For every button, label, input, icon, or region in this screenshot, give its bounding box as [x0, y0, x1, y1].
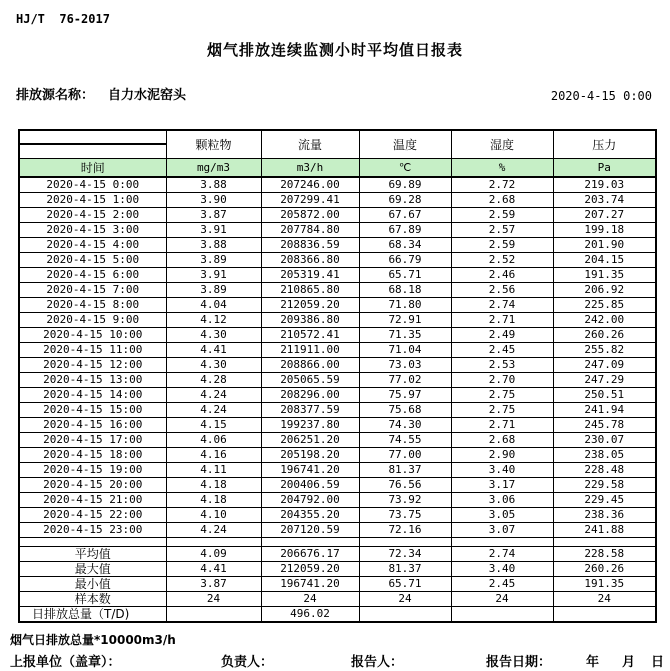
value-cell: 238.36	[553, 507, 656, 522]
value-cell: 2.70	[451, 372, 553, 387]
time-cell: 2020-4-15 13:00	[19, 372, 166, 387]
value-cell: 241.88	[553, 522, 656, 537]
summary-value	[451, 606, 553, 622]
value-cell: 200406.59	[261, 477, 359, 492]
report-table	[18, 129, 657, 623]
value-cell: 4.11	[166, 462, 261, 477]
value-cell: 4.30	[166, 357, 261, 372]
value-cell: 229.45	[553, 492, 656, 507]
table-row	[19, 507, 656, 522]
value-cell: 199.18	[553, 222, 656, 237]
value-cell: 71.04	[359, 342, 451, 357]
value-cell: 2.90	[451, 447, 553, 462]
time-cell: 2020-4-15 9:00	[19, 312, 166, 327]
summary-label: 平均值	[19, 546, 166, 561]
value-cell: 68.34	[359, 237, 451, 252]
value-cell: 81.37	[359, 462, 451, 477]
value-cell: 73.92	[359, 492, 451, 507]
time-cell: 2020-4-15 23:00	[19, 522, 166, 537]
table-row	[19, 297, 656, 312]
value-cell: 71.35	[359, 327, 451, 342]
value-cell: 207120.59	[261, 522, 359, 537]
time-cell: 2020-4-15 10:00	[19, 327, 166, 342]
source-name-label: 排放源名称：	[16, 88, 95, 103]
value-cell: 204792.00	[261, 492, 359, 507]
report-date-label: 报告日期：	[486, 654, 552, 670]
summary-value: 196741.20	[261, 576, 359, 591]
table-row	[19, 237, 656, 252]
time-cell: 2020-4-15 6:00	[19, 267, 166, 282]
summary-row	[19, 591, 656, 606]
unit-cell: m3/h	[261, 158, 359, 177]
summary-row	[19, 576, 656, 591]
value-cell: 2.45	[451, 342, 553, 357]
value-cell: 201.90	[553, 237, 656, 252]
unit-cell: mg/m3	[166, 158, 261, 177]
value-cell: 2.75	[451, 402, 553, 417]
summary-value	[166, 606, 261, 622]
value-cell: 66.79	[359, 252, 451, 267]
table-row	[19, 342, 656, 357]
table-row	[19, 402, 656, 417]
value-cell: 76.56	[359, 477, 451, 492]
value-cell: 205198.20	[261, 447, 359, 462]
summary-value: 260.26	[553, 561, 656, 576]
topbar	[0, 0, 670, 27]
source-row	[16, 84, 652, 103]
standard-number: HJ/T 76-2017	[16, 12, 110, 26]
summary-value: 206676.17	[261, 546, 359, 561]
value-cell: 2.72	[451, 177, 553, 193]
report-unit-label: 上报单位（盖章）：	[10, 654, 121, 670]
time-cell: 2020-4-15 3:00	[19, 222, 166, 237]
table-row	[19, 447, 656, 462]
time-cell: 2020-4-15 2:00	[19, 207, 166, 222]
value-cell: 205319.41	[261, 267, 359, 282]
time-cell: 2020-4-15 16:00	[19, 417, 166, 432]
corner-cell-bottom	[19, 144, 166, 158]
value-cell: 2.59	[451, 207, 553, 222]
value-cell: 210865.80	[261, 282, 359, 297]
value-cell: 2.53	[451, 357, 553, 372]
value-cell: 73.75	[359, 507, 451, 522]
summary-value: 191.35	[553, 576, 656, 591]
summary-rows	[19, 546, 656, 622]
value-cell: 238.05	[553, 447, 656, 462]
value-cell: 245.78	[553, 417, 656, 432]
table-row	[19, 492, 656, 507]
column-header: 压力	[553, 130, 656, 158]
value-cell: 204.15	[553, 252, 656, 267]
value-cell: 207299.41	[261, 192, 359, 207]
value-cell: 209386.80	[261, 312, 359, 327]
summary-value: 24	[261, 591, 359, 606]
gap-cell	[261, 537, 359, 546]
value-cell: 2.75	[451, 387, 553, 402]
table-row	[19, 372, 656, 387]
time-cell: 2020-4-15 17:00	[19, 432, 166, 447]
summary-value: 2.45	[451, 576, 553, 591]
summary-value: 24	[451, 591, 553, 606]
value-cell: 4.30	[166, 327, 261, 342]
summary-value: 3.87	[166, 576, 261, 591]
value-cell: 3.89	[166, 282, 261, 297]
value-cell: 219.03	[553, 177, 656, 193]
value-cell: 4.18	[166, 477, 261, 492]
value-cell: 250.51	[553, 387, 656, 402]
time-header: 时间	[19, 158, 166, 177]
summary-label: 样本数	[19, 591, 166, 606]
table-row	[19, 417, 656, 432]
value-cell: 2.57	[451, 222, 553, 237]
value-cell: 68.18	[359, 282, 451, 297]
value-cell: 196741.20	[261, 462, 359, 477]
value-cell: 4.24	[166, 402, 261, 417]
value-cell: 67.89	[359, 222, 451, 237]
summary-value: 65.71	[359, 576, 451, 591]
value-cell: 4.12	[166, 312, 261, 327]
summary-row	[19, 606, 656, 622]
value-cell: 69.28	[359, 192, 451, 207]
report-datetime: 2020-4-15 0:00	[550, 89, 652, 103]
value-cell: 2.49	[451, 327, 553, 342]
summary-label: 最大值	[19, 561, 166, 576]
gap-section	[19, 537, 656, 546]
summary-value: 24	[166, 591, 261, 606]
column-header: 流量	[261, 130, 359, 158]
table-row	[19, 357, 656, 372]
value-cell: 212059.20	[261, 297, 359, 312]
value-cell: 4.16	[166, 447, 261, 462]
value-cell: 3.89	[166, 252, 261, 267]
value-cell: 210572.41	[261, 327, 359, 342]
value-cell: 4.28	[166, 372, 261, 387]
year-label: 年	[586, 654, 600, 670]
summary-value: 496.02	[261, 606, 359, 622]
value-cell: 247.29	[553, 372, 656, 387]
value-cell: 241.94	[553, 402, 656, 417]
time-cell: 2020-4-15 5:00	[19, 252, 166, 267]
summary-row	[19, 561, 656, 576]
gap-cell	[359, 537, 451, 546]
value-cell: 206.92	[553, 282, 656, 297]
value-cell: 3.88	[166, 237, 261, 252]
summary-value	[359, 606, 451, 622]
value-cell: 208377.59	[261, 402, 359, 417]
time-cell: 2020-4-15 15:00	[19, 402, 166, 417]
summary-value: 212059.20	[261, 561, 359, 576]
value-cell: 3.88	[166, 177, 261, 193]
value-cell: 211911.00	[261, 342, 359, 357]
value-cell: 2.52	[451, 252, 553, 267]
value-cell: 2.46	[451, 267, 553, 282]
time-cell: 2020-4-15 21:00	[19, 492, 166, 507]
value-cell: 65.71	[359, 267, 451, 282]
summary-value: 2.74	[451, 546, 553, 561]
summary-value: 228.58	[553, 546, 656, 561]
column-header: 颗粒物	[166, 130, 261, 158]
table-row	[19, 312, 656, 327]
time-cell: 2020-4-15 12:00	[19, 357, 166, 372]
source-name-block	[16, 84, 186, 103]
table-row	[19, 192, 656, 207]
value-cell: 3.05	[451, 507, 553, 522]
table-row	[19, 177, 656, 193]
summary-value: 72.34	[359, 546, 451, 561]
value-cell: 4.24	[166, 387, 261, 402]
unit-cell: Pa	[553, 158, 656, 177]
value-cell: 4.18	[166, 492, 261, 507]
value-cell: 2.68	[451, 432, 553, 447]
value-cell: 74.30	[359, 417, 451, 432]
value-cell: 207.27	[553, 207, 656, 222]
source-name-value: 自力水泥窑头	[108, 88, 187, 103]
gap-cell	[553, 537, 656, 546]
summary-value	[553, 606, 656, 622]
column-header: 温度	[359, 130, 451, 158]
value-cell: 3.91	[166, 267, 261, 282]
value-cell: 260.26	[553, 327, 656, 342]
table-row	[19, 252, 656, 267]
value-cell: 4.10	[166, 507, 261, 522]
gap-cell	[451, 537, 553, 546]
value-cell: 225.85	[553, 297, 656, 312]
summary-label: 最小值	[19, 576, 166, 591]
month-label: 月	[622, 654, 636, 670]
value-cell: 208836.59	[261, 237, 359, 252]
footnote: 烟气日排放总量*10000m3/h	[10, 632, 176, 647]
value-cell: 77.00	[359, 447, 451, 462]
summary-value: 3.40	[451, 561, 553, 576]
units-row	[19, 158, 656, 177]
gap-cell	[166, 537, 261, 546]
time-cell: 2020-4-15 19:00	[19, 462, 166, 477]
column-header-row	[19, 130, 656, 144]
table-header	[19, 130, 656, 177]
value-cell: 73.03	[359, 357, 451, 372]
summary-value: 81.37	[359, 561, 451, 576]
table-row	[19, 282, 656, 297]
data-rows	[19, 177, 656, 538]
table-row	[19, 267, 656, 282]
value-cell: 75.97	[359, 387, 451, 402]
report-title: 烟气排放连续监测小时平均值日报表	[206, 41, 463, 59]
value-cell: 69.89	[359, 177, 451, 193]
value-cell: 208366.80	[261, 252, 359, 267]
summary-value: 24	[553, 591, 656, 606]
value-cell: 74.55	[359, 432, 451, 447]
value-cell: 77.02	[359, 372, 451, 387]
value-cell: 3.87	[166, 207, 261, 222]
value-cell: 2.71	[451, 417, 553, 432]
unit-cell: %	[451, 158, 553, 177]
reporter-label: 报告人：	[351, 654, 404, 670]
table-row	[19, 432, 656, 447]
value-cell: 2.68	[451, 192, 553, 207]
gap-row	[19, 537, 656, 546]
value-cell: 4.24	[166, 522, 261, 537]
value-cell: 208866.00	[261, 357, 359, 372]
title-row	[0, 39, 670, 60]
responsible-label: 负责人：	[221, 654, 274, 670]
time-cell: 2020-4-15 8:00	[19, 297, 166, 312]
time-cell: 2020-4-15 14:00	[19, 387, 166, 402]
value-cell: 191.35	[553, 267, 656, 282]
unit-cell: ℃	[359, 158, 451, 177]
value-cell: 203.74	[553, 192, 656, 207]
value-cell: 4.06	[166, 432, 261, 447]
value-cell: 247.09	[553, 357, 656, 372]
value-cell: 205065.59	[261, 372, 359, 387]
value-cell: 71.80	[359, 297, 451, 312]
value-cell: 72.91	[359, 312, 451, 327]
value-cell: 4.15	[166, 417, 261, 432]
time-cell: 2020-4-15 20:00	[19, 477, 166, 492]
value-cell: 255.82	[553, 342, 656, 357]
value-cell: 230.07	[553, 432, 656, 447]
value-cell: 2.74	[451, 297, 553, 312]
value-cell: 207784.80	[261, 222, 359, 237]
table-row	[19, 462, 656, 477]
corner-cell-top	[19, 130, 166, 144]
time-cell: 2020-4-15 4:00	[19, 237, 166, 252]
value-cell: 205872.00	[261, 207, 359, 222]
time-cell: 2020-4-15 18:00	[19, 447, 166, 462]
summary-value: 24	[359, 591, 451, 606]
value-cell: 229.58	[553, 477, 656, 492]
time-cell: 2020-4-15 0:00	[19, 177, 166, 193]
time-cell: 2020-4-15 11:00	[19, 342, 166, 357]
summary-row	[19, 546, 656, 561]
value-cell: 3.17	[451, 477, 553, 492]
value-cell: 3.07	[451, 522, 553, 537]
summary-label: 日排放总量（T/D)	[19, 606, 166, 622]
value-cell: 2.59	[451, 237, 553, 252]
value-cell: 67.67	[359, 207, 451, 222]
value-cell: 75.68	[359, 402, 451, 417]
value-cell: 3.90	[166, 192, 261, 207]
value-cell: 204355.20	[261, 507, 359, 522]
day-label: 日	[651, 654, 665, 670]
value-cell: 228.48	[553, 462, 656, 477]
value-cell: 242.00	[553, 312, 656, 327]
table-row	[19, 222, 656, 237]
table-row	[19, 387, 656, 402]
table-row	[19, 327, 656, 342]
summary-value: 4.09	[166, 546, 261, 561]
table-row	[19, 522, 656, 537]
time-cell: 2020-4-15 7:00	[19, 282, 166, 297]
value-cell: 72.16	[359, 522, 451, 537]
summary-value: 4.41	[166, 561, 261, 576]
value-cell: 208296.00	[261, 387, 359, 402]
column-header: 湿度	[451, 130, 553, 158]
value-cell: 3.06	[451, 492, 553, 507]
value-cell: 199237.80	[261, 417, 359, 432]
value-cell: 206251.20	[261, 432, 359, 447]
time-cell: 2020-4-15 22:00	[19, 507, 166, 522]
table-row	[19, 207, 656, 222]
time-cell: 2020-4-15 1:00	[19, 192, 166, 207]
value-cell: 4.04	[166, 297, 261, 312]
table-row	[19, 477, 656, 492]
signature-row	[0, 651, 670, 671]
value-cell: 3.40	[451, 462, 553, 477]
value-cell: 2.71	[451, 312, 553, 327]
gap-cell	[19, 537, 166, 546]
value-cell: 2.56	[451, 282, 553, 297]
value-cell: 3.91	[166, 222, 261, 237]
value-cell: 207246.00	[261, 177, 359, 193]
value-cell: 4.41	[166, 342, 261, 357]
